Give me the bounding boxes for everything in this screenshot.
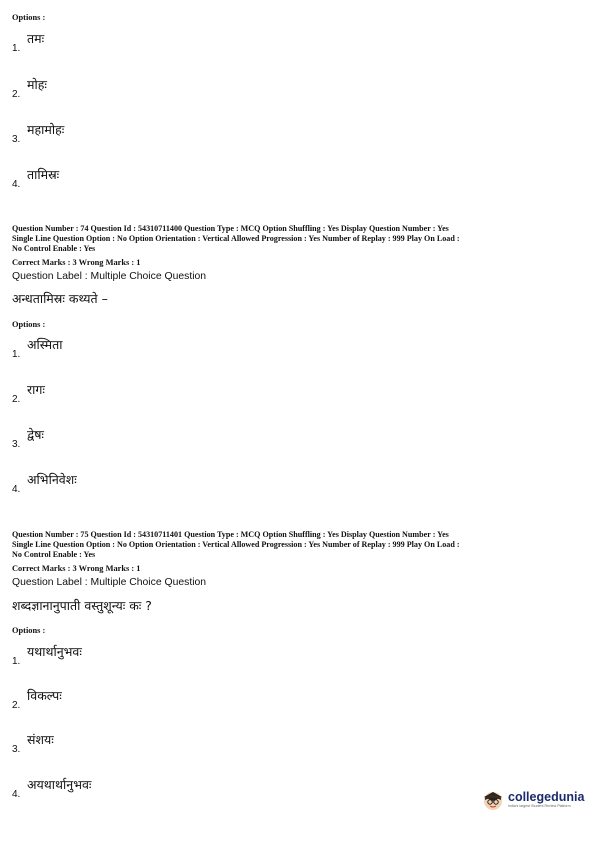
option-text: रागः — [27, 382, 45, 397]
option-text: अस्मिता — [27, 337, 63, 352]
option-number: 4. — [12, 179, 21, 190]
marks-info: Correct Marks : 3 Wrong Marks : 1 — [12, 564, 141, 573]
option-number: 1. — [12, 656, 21, 667]
option-text: संशयः — [27, 732, 54, 747]
question-meta: Question Number : 74 Question Id : 54310711400 Question Type : MCQ Option Shuffling : Yes Display Question Number : Yes Single Line Question Option : No Option Orientation : Vertical Allowed Progression : Yes Number of Replay : 999 Play On Load : No Control Enable : Yes — [12, 224, 460, 253]
question-label: Question Label : Multiple Choice Question — [12, 271, 207, 282]
option-text: अयथार्थानुभवः — [27, 777, 92, 792]
logo-tagline: India's largest Student Review Platform — [508, 804, 571, 809]
option-text: द्वेषः — [27, 427, 44, 442]
option-text: मोहः — [27, 77, 47, 92]
option-number: 3. — [12, 744, 21, 755]
graduate-avatar-icon — [482, 789, 504, 811]
marks-info: Correct Marks : 3 Wrong Marks : 1 — [12, 258, 141, 267]
question-meta: Question Number : 75 Question Id : 54310711401 Question Type : MCQ Option Shuffling : Yes Display Question Number : Yes Single Line Question Option : No Option Orientation : Vertical Allowed Progression : Yes Number of Replay : 999 Play On Load : No Control Enable : Yes — [12, 530, 460, 559]
options-label: Options : — [12, 13, 46, 22]
option-number: 4. — [12, 789, 21, 800]
option-number: 1. — [12, 43, 21, 54]
question-text: शब्दज्ञानानुपाती वस्तुशून्यः कः ? — [12, 598, 152, 613]
logo-wordmark: collegedunia — [508, 789, 585, 804]
option-text: महामोहः — [27, 122, 65, 137]
question-label: Question Label : Multiple Choice Question — [12, 577, 207, 588]
option-text: तामिस्रः — [27, 167, 60, 182]
option-number: 3. — [12, 134, 21, 145]
option-text: यथार्थानुभवः — [27, 644, 82, 659]
option-text: अभिनिवेशः — [27, 472, 77, 487]
option-text: तमः — [27, 31, 45, 46]
option-number: 3. — [12, 439, 21, 450]
question-text: अन्धतामिस्रः कथ्यते – — [12, 291, 108, 306]
option-number: 1. — [12, 349, 21, 360]
collegedunia-logo — [482, 789, 584, 811]
option-number: 2. — [12, 700, 21, 711]
options-label: Options : — [12, 320, 46, 329]
options-label: Options : — [12, 626, 46, 635]
option-number: 2. — [12, 394, 21, 405]
option-text: विकल्पः — [27, 688, 62, 703]
option-number: 2. — [12, 89, 21, 100]
option-number: 4. — [12, 484, 21, 495]
